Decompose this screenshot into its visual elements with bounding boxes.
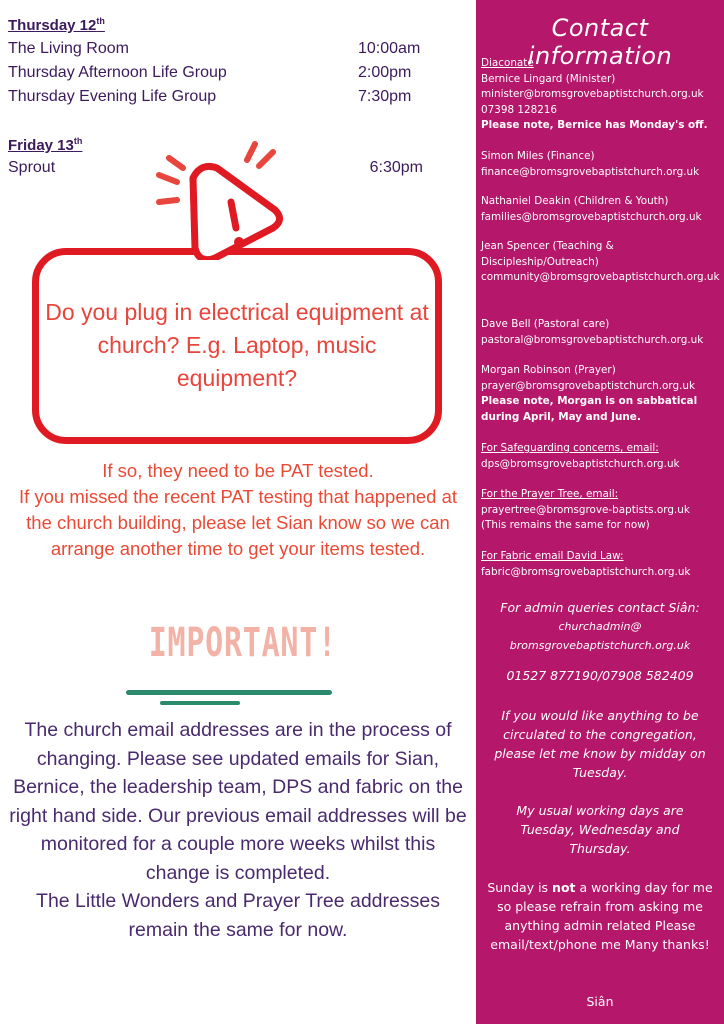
event-row: The Living Room 10:00am	[8, 40, 421, 57]
signoff: Siân	[586, 994, 614, 1009]
event-row: Thursday Afternoon Life Group 2:00pm	[8, 64, 412, 81]
event-row: Sprout 6:30pm	[8, 159, 423, 176]
contact-nathaniel: Nathaniel Deakin (Children & Youth) families@bromsgrovebaptistchurch.org.uk	[481, 195, 702, 223]
friday-heading: Friday 13th	[8, 136, 83, 154]
prayer-tree-block: For the Prayer Tree, email: prayertree@bromsgrove-baptists.org.uk (This remains the same for now)	[481, 488, 690, 531]
circulate-note: If you would like anything to be circulated to the congregation, please let me know by midday on Tuesday.	[494, 708, 706, 780]
email-change-notice: The church email addresses are in the process of changing. Please see updated emails for Sian, Bernice, the leadership team, DPS and fabric on the right hand side. Our previous email addresses will be monitored for a couple more weeks whilst this change is completed. The Little Wonders and Prayer Tree addresses remain the same for now.	[9, 719, 467, 941]
working-days-note: My usual working days are Tuesday, Wednesday and Thursday.	[516, 803, 684, 856]
contact-dave: Dave Bell (Pastoral care) pastoral@bromsgrovebaptistchurch.org.uk	[481, 318, 704, 346]
diaconate-block: Diaconate Bernice Lingard (Minister) minister@bromsgrovebaptistchurch.org.uk 07398 128216 Please note, Bernice has Monday's off.	[481, 57, 708, 131]
pat-testing-text: If so, they need to be PAT tested. If you missed the recent PAT testing that happened at the church building, please let Sian know so we can arrange another time to get your items tested.	[18, 460, 458, 559]
fabric-block: For Fabric email David Law: fabric@bromsgrovebaptistchurch.org.uk	[481, 550, 691, 578]
contact-simon: Simon Miles (Finance) finance@bromsgrovebaptistchurch.org.uk	[481, 150, 700, 178]
admin-phone: 01527 877190/07908 582409	[506, 668, 694, 683]
safeguarding-block: For Safeguarding concerns, email: dps@bromsgrovebaptistchurch.org.uk	[481, 442, 680, 470]
sunday-note: Sunday is not a working day for me so please refrain from asking me anything admin related Please email/text/phone me Many thanks!	[487, 880, 713, 952]
contact-jean: Jean Spencer (Teaching & Discipleship/Outreach) community@bromsgrovebaptistchurch.org.uk	[481, 240, 720, 283]
warning-question: Do you plug in electrical equipment at church? E.g. Laptop, music equipment?	[45, 299, 429, 391]
important-heading: IMPORTANT!	[148, 620, 337, 666]
warning-triangle-icon	[155, 140, 285, 260]
underline-decoration	[160, 701, 240, 705]
contact-morgan: Morgan Robinson (Prayer) prayer@bromsgrovebaptistchurch.org.uk Please note, Morgan is on sabbatical during April, May and June.	[481, 364, 698, 423]
contact-title: Contact information	[527, 14, 673, 70]
admin-block: For admin queries contact Siân: churchadmin@ bromsgrovebaptistchurch.org.uk	[500, 600, 700, 652]
thursday-heading: Thursday 12th	[8, 16, 105, 34]
event-row: Thursday Evening Life Group 7:30pm	[8, 88, 412, 105]
contact-sidebar	[476, 0, 724, 1024]
underline-decoration	[126, 690, 332, 695]
